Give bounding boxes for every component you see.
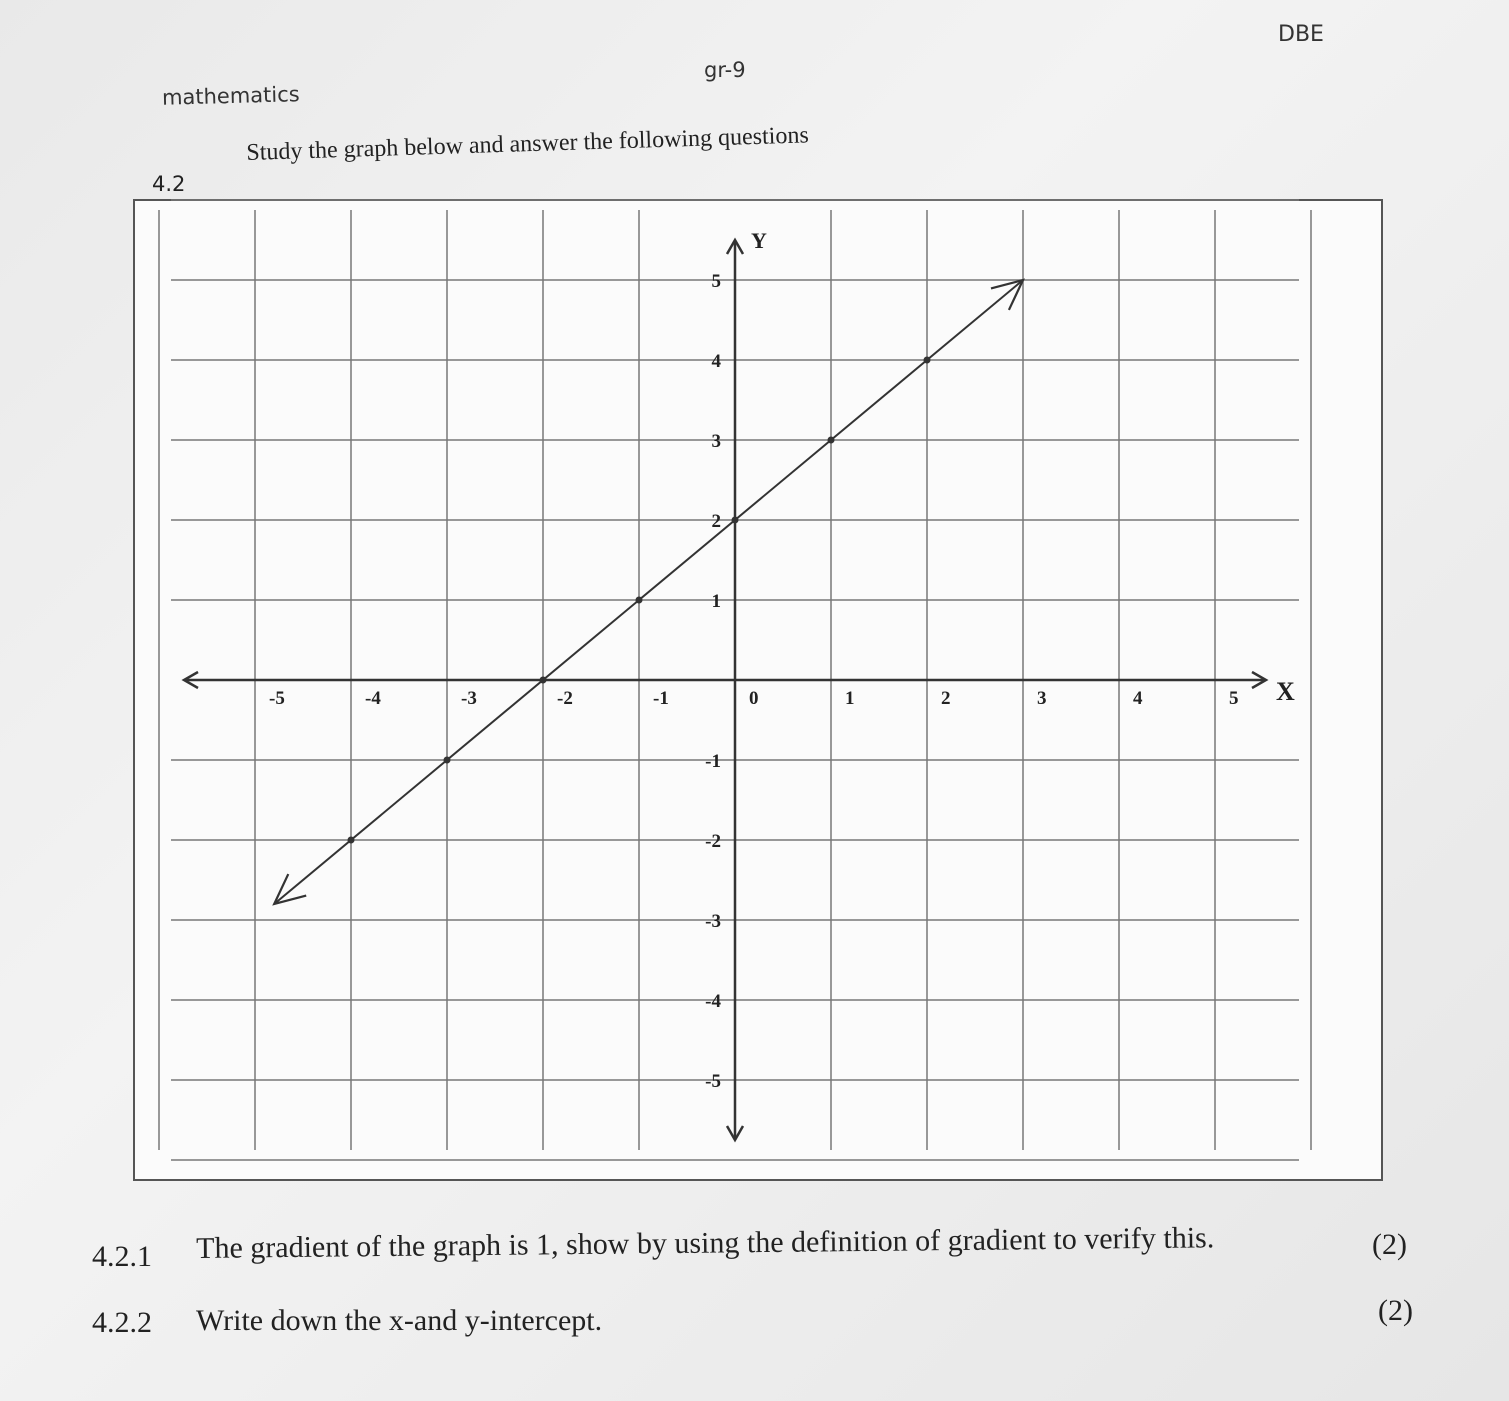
x-tick-label: -1 (653, 688, 669, 709)
sub-question-number: 4.2.1 (92, 1240, 152, 1273)
question-number: 4.2 (152, 172, 186, 196)
sub-question-marks: (2) (1378, 1294, 1413, 1327)
x-tick-label: 4 (1133, 688, 1143, 709)
sub-question-marks: (2) (1372, 1228, 1407, 1261)
x-tick-label: 2 (941, 688, 951, 709)
grade-label: gr-9 (704, 58, 746, 82)
y-tick-label: -1 (705, 751, 721, 772)
y-tick-label: -2 (705, 831, 721, 852)
sub-question-number: 4.2.2 (92, 1306, 152, 1339)
x-tick-label: -3 (461, 688, 477, 709)
sub-question-text: Write down the x-and y-intercept. (196, 1304, 603, 1337)
x-tick-label: -2 (557, 688, 573, 709)
x-tick-label: 3 (1037, 688, 1047, 709)
y-tick-label: 5 (711, 271, 721, 292)
subject-label: mathematics (161, 82, 300, 110)
sub-question-text: The gradient of the graph is 1, show by using the definition of gradient to verify this. (196, 1221, 1215, 1265)
x-axis-label: X (1276, 677, 1295, 706)
y-tick-label: 3 (711, 431, 721, 452)
graph-point (444, 757, 451, 764)
x-tick-label: 5 (1229, 688, 1239, 709)
graph-point (540, 677, 547, 684)
graph-point (348, 837, 355, 844)
y-tick-label: -5 (705, 1071, 721, 1092)
graph-point (828, 437, 835, 444)
x-tick-label: 1 (845, 688, 855, 709)
publisher-label: DBE (1278, 22, 1324, 47)
y-tick-label: -3 (705, 911, 721, 932)
y-tick-label: -4 (705, 991, 721, 1012)
graph-point (732, 517, 739, 524)
graph-point (924, 357, 931, 364)
graph-point (636, 597, 643, 604)
x-tick-label: -5 (269, 688, 285, 709)
y-tick-label: 1 (711, 591, 721, 612)
question-text: Study the graph below and answer the following questions (246, 122, 810, 166)
y-tick-label: 2 (711, 511, 721, 532)
y-axis-label: Y (751, 228, 767, 253)
y-tick-label: 4 (711, 351, 721, 372)
x-tick-label: -4 (365, 688, 381, 709)
x-tick-label: 0 (749, 688, 759, 709)
